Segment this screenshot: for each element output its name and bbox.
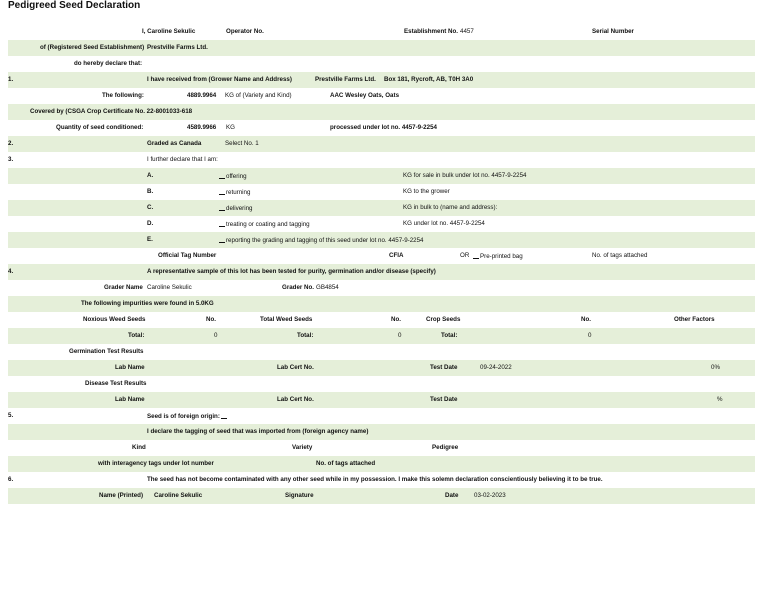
crop-total-value[interactable]: 0 — [588, 332, 592, 339]
printed-name-value[interactable]: Caroline Sekulic — [154, 492, 203, 499]
option-detail: KG to the grower — [403, 188, 450, 195]
total-weed-no-header: No. — [391, 316, 401, 323]
date-value[interactable]: 03-02-2023 — [474, 492, 506, 499]
preprinted-label: Pre-printed bag — [480, 253, 523, 260]
received-row — [8, 72, 755, 88]
declare-text: do hereby declare that: — [74, 60, 143, 67]
graded-row — [8, 136, 755, 152]
interagency-row — [8, 456, 755, 472]
date-label: Date — [445, 492, 459, 499]
weed-total-value[interactable]: 0 — [398, 332, 402, 339]
conditioned-quantity[interactable]: 4589.9966 — [187, 124, 217, 131]
grower-address[interactable]: Box 181, Rycroft, AB, T0H 3A0 — [384, 76, 474, 83]
kind-label: Kind — [132, 444, 146, 451]
option-action: offering — [226, 173, 247, 180]
declarant-name: I, Caroline Sekulic — [142, 28, 196, 35]
total-weed-header: Total Weed Seeds — [260, 316, 313, 323]
import-row — [8, 424, 755, 440]
page-title: Pedigreed Seed Declaration — [8, 0, 141, 11]
disease-percent[interactable]: % — [717, 396, 723, 403]
option-action: delivering — [226, 205, 253, 212]
noxious-total-label: Total: — [128, 332, 145, 339]
received-quantity[interactable]: 4889.9964 — [187, 92, 217, 99]
grader-row — [8, 280, 755, 296]
pedigree-label: Pedigree — [432, 444, 459, 451]
disease-test-date-label: Test Date — [430, 396, 458, 403]
grader-name-value[interactable]: Caroline Sekulic — [147, 284, 192, 291]
germination-row — [8, 360, 755, 376]
noxious-weed-header: Noxious Weed Seeds — [83, 316, 146, 323]
conditioned-unit: KG — [226, 124, 235, 131]
option-letter: D. — [147, 220, 154, 227]
signature-label: Signature — [285, 492, 314, 499]
crop-total-label: Total: — [441, 332, 458, 339]
crop-seeds-header: Crop Seeds — [426, 316, 461, 323]
tag-row — [8, 248, 755, 264]
official-tag-label: Official Tag Number — [158, 252, 217, 259]
option-row-d — [8, 216, 755, 232]
preprinted-checkbox[interactable] — [473, 252, 479, 259]
tags-attached-label: No. of tags attached — [592, 252, 648, 259]
option-detail: KG for sale in bulk under lot no. 4457-9-2254 — [403, 172, 527, 179]
disease-row — [8, 392, 755, 408]
operator-no-label: Operator No. — [226, 28, 264, 35]
germination-title-row — [8, 344, 755, 360]
registered-establishment-value[interactable]: Prestville Farms Ltd. — [147, 44, 208, 51]
registered-establishment-label: of (Registered Seed Establishment) — [40, 44, 145, 51]
other-factors-header: Other Factors — [674, 316, 715, 323]
section-number-6: 6. — [8, 476, 14, 483]
foreign-origin-text: Seed is of foreign origin: — [147, 413, 220, 420]
noxious-total-value[interactable]: 0 — [214, 332, 218, 339]
option-row-e — [8, 232, 755, 248]
option-action: treating or coating and tagging — [226, 221, 310, 228]
disease-title: Disease Test Results — [85, 380, 147, 387]
impurities-totals-row — [8, 328, 755, 344]
interagency-label: with interagency tags under lot number — [98, 460, 214, 467]
further-declare-row — [8, 152, 755, 168]
establishment-row — [8, 40, 755, 56]
interagency-tags-label: No. of tags attached — [316, 460, 376, 467]
noxious-no-header: No. — [206, 316, 216, 323]
establishment-no-value[interactable]: 4457 — [460, 28, 474, 35]
disease-lab-name-label: Lab Name — [115, 396, 145, 403]
establishment-no-label: Establishment No. — [404, 28, 458, 35]
sample-row — [8, 264, 755, 280]
option-row-b — [8, 184, 755, 200]
sample-text: A representative sample of this lot has been tested for purity, germination and/or disease (specify) — [147, 268, 436, 275]
conditioned-row — [8, 120, 755, 136]
option-action: returning — [226, 189, 251, 196]
option-checkbox[interactable] — [219, 204, 225, 211]
graded-label: Graded as Canada — [147, 140, 202, 147]
germination-lab-cert-label: Lab Cert No. — [277, 364, 314, 371]
serial-number-label: Serial Number — [592, 28, 634, 35]
crop-no-header: No. — [581, 316, 591, 323]
declarant-row — [8, 24, 755, 40]
crop-certificate-text[interactable]: Covered by (CSGA Crop Certificate No. 22-8001033-618 — [30, 108, 193, 115]
section-number-2: 2. — [8, 140, 14, 147]
grower-label: I have received from (Grower Name and Address) — [147, 76, 292, 83]
variety-kind-value[interactable]: AAC Wesley Oats, Oats — [330, 92, 400, 99]
declare-row — [8, 56, 755, 72]
option-letter: A. — [147, 172, 154, 179]
germination-test-date-value[interactable]: 09-24-2022 — [480, 364, 512, 371]
disease-lab-cert-label: Lab Cert No. — [277, 396, 314, 403]
foreign-origin-checkbox[interactable] — [221, 412, 227, 419]
option-detail: KG under lot no. 4457-9-2254 — [403, 220, 485, 227]
option-checkbox[interactable] — [219, 236, 225, 243]
option-checkbox[interactable] — [219, 188, 225, 195]
section-number-3: 3. — [8, 156, 14, 163]
germination-title: Germination Test Results — [69, 348, 144, 355]
option-action: reporting the grading and tagging of this seed under lot no. 4457-9-2254 — [226, 237, 424, 244]
impurities-text: The following impurities were found in 5.0KG — [81, 300, 214, 307]
option-detail: KG in bulk to (name and address): — [403, 204, 498, 211]
disease-title-row — [8, 376, 755, 392]
option-letter: C. — [147, 204, 154, 211]
impurities-row — [8, 296, 755, 312]
cfia-label: CFIA — [389, 252, 404, 259]
further-declare-text: I further declare that I am: — [147, 156, 218, 163]
impurities-header-row — [8, 312, 755, 328]
germination-percent[interactable]: 0% — [711, 364, 720, 371]
option-letter: B. — [147, 188, 154, 195]
following-label: The following: — [102, 92, 144, 99]
option-letter: E. — [147, 236, 153, 243]
signature-row — [8, 488, 755, 504]
following-row — [8, 88, 755, 104]
option-checkbox[interactable] — [219, 172, 225, 179]
processed-lot-text[interactable]: processed under lot no. 4457-9-2254 — [330, 124, 437, 131]
germination-test-date-label: Test Date — [430, 364, 458, 371]
conditioned-label: Quantity of seed conditioned: — [56, 124, 144, 131]
section-number-5: 5. — [8, 412, 14, 419]
foreign-origin-row — [8, 408, 755, 424]
option-row-c — [8, 200, 755, 216]
section-number-1: 1. — [8, 76, 14, 83]
grader-no-value[interactable]: GB4854 — [316, 284, 339, 291]
option-checkbox[interactable] — [219, 220, 225, 227]
grader-no-label: Grader No. — [282, 284, 314, 291]
grader-name-label: Grader Name — [104, 284, 143, 291]
kind-row — [8, 440, 755, 456]
contamination-row — [8, 472, 755, 488]
germination-lab-name-label: Lab Name — [115, 364, 145, 371]
contamination-text: The seed has not become contaminated with any other seed while in my possession. I make this solemn declaration conscientiously believing it to be true. — [147, 476, 603, 483]
or-label: OR — [460, 252, 470, 259]
grower-name[interactable]: Prestville Farms Ltd. — [315, 76, 376, 83]
option-row-a — [8, 168, 755, 184]
grade-value[interactable]: Select No. 1 — [225, 140, 259, 147]
variety-kind-label: KG of (Variety and Kind) — [225, 92, 292, 99]
weed-total-label: Total: — [297, 332, 314, 339]
import-text: I declare the tagging of seed that was imported from (foreign agency name) — [147, 428, 369, 435]
certificate-row — [8, 104, 755, 120]
printed-name-label: Name (Printed) — [99, 492, 144, 499]
variety-label: Variety — [292, 444, 313, 451]
section-number-4: 4. — [8, 268, 14, 275]
